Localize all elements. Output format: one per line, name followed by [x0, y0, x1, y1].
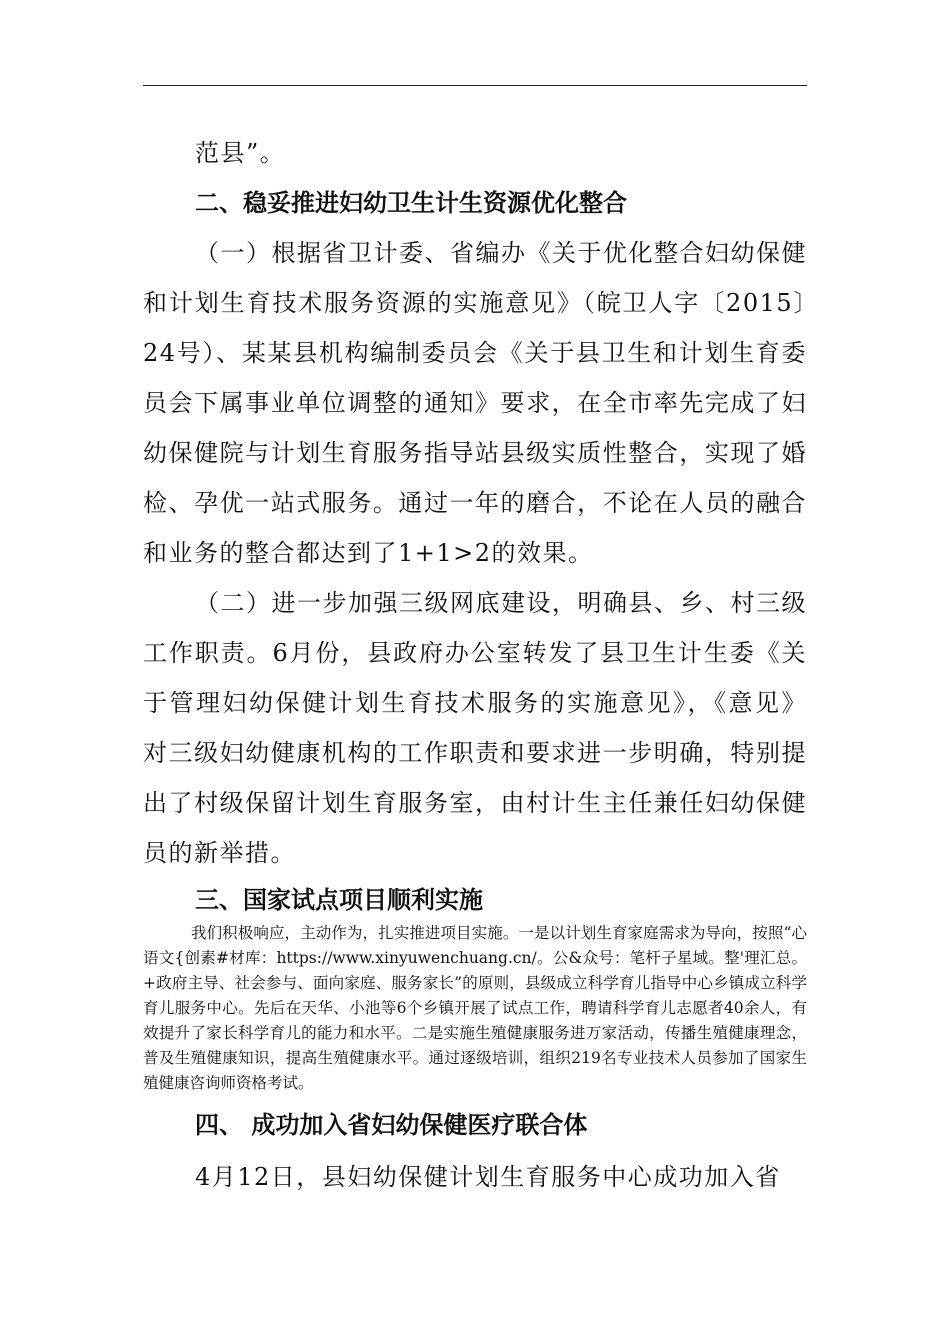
section-2-paragraph-1: （一）根据省卫计委、省编办《关于优化整合妇幼保健和计划生育技术服务资源的实施意见》（皖卫人字〔2015〕24号）、某某县机构编制委员会《关于县卫生和计划生育委员会下属事业单位调整的通知》要求，在全市率先完成了妇幼保健院与计划生育服务指导站县级实质性整合，实现了婚检、孕优一站式服务。通过一年的磨合，不论在人员的融合和业务的整合都达到了1+1>2的效果。 — [143, 239, 807, 567]
section-3-heading: 三、国家试点项目顺利实施 — [195, 886, 483, 914]
header-rule — [143, 85, 807, 86]
section-4-paragraph: 4月12日，县妇幼保健计划生育服务中心成功加入省 — [195, 1163, 781, 1191]
continuation-text: 范县”。 — [195, 139, 286, 167]
section-4-heading: 四、 成功加入省妇幼保健医疗联合体 — [195, 1111, 588, 1139]
section-3-paragraph: 我们积极响应，主动作为，扎实推进项目实施。一是以计划生育家庭需求为导向，按照“心语文{创素#材库：https://www.xinyuwenchuang.cn/。公&众号：笔杆子星域。整'理汇总。+政府主导、社会参与、面向家庭、服务家长”的原则，县级成立科学育儿指导中心乡镇成立科学育儿服务中心。先后在天华、小池等6个乡镇开展了试点工作，聘请科学育儿志愿者40余人，有效提升了家长科学育儿的能力和水平。二是实施生殖健康服务进万家活动，传播生殖健康理念，普及生殖健康知识，提高生殖健康水平。通过逐级培训，组织219名专业技术人员参加了国家生殖健康咨询师资格考试。 — [143, 924, 807, 1092]
section-2-paragraph-2: （二）进一步加强三级网底建设，明确县、乡、村三级工作职责。6月份，县政府办公室转发了县卫生计生委《关于管理妇幼保健计划生育技术服务的实施意见》，《意见》对三级妇幼健康机构的工作职责和要求进一步明确，特别提出了村级保留计划生育服务室，由村计生主任兼任妇幼保健员的新举措。 — [143, 589, 807, 867]
section-2-heading: 二、稳妥推进妇幼卫生计生资源优化整合 — [195, 189, 627, 217]
